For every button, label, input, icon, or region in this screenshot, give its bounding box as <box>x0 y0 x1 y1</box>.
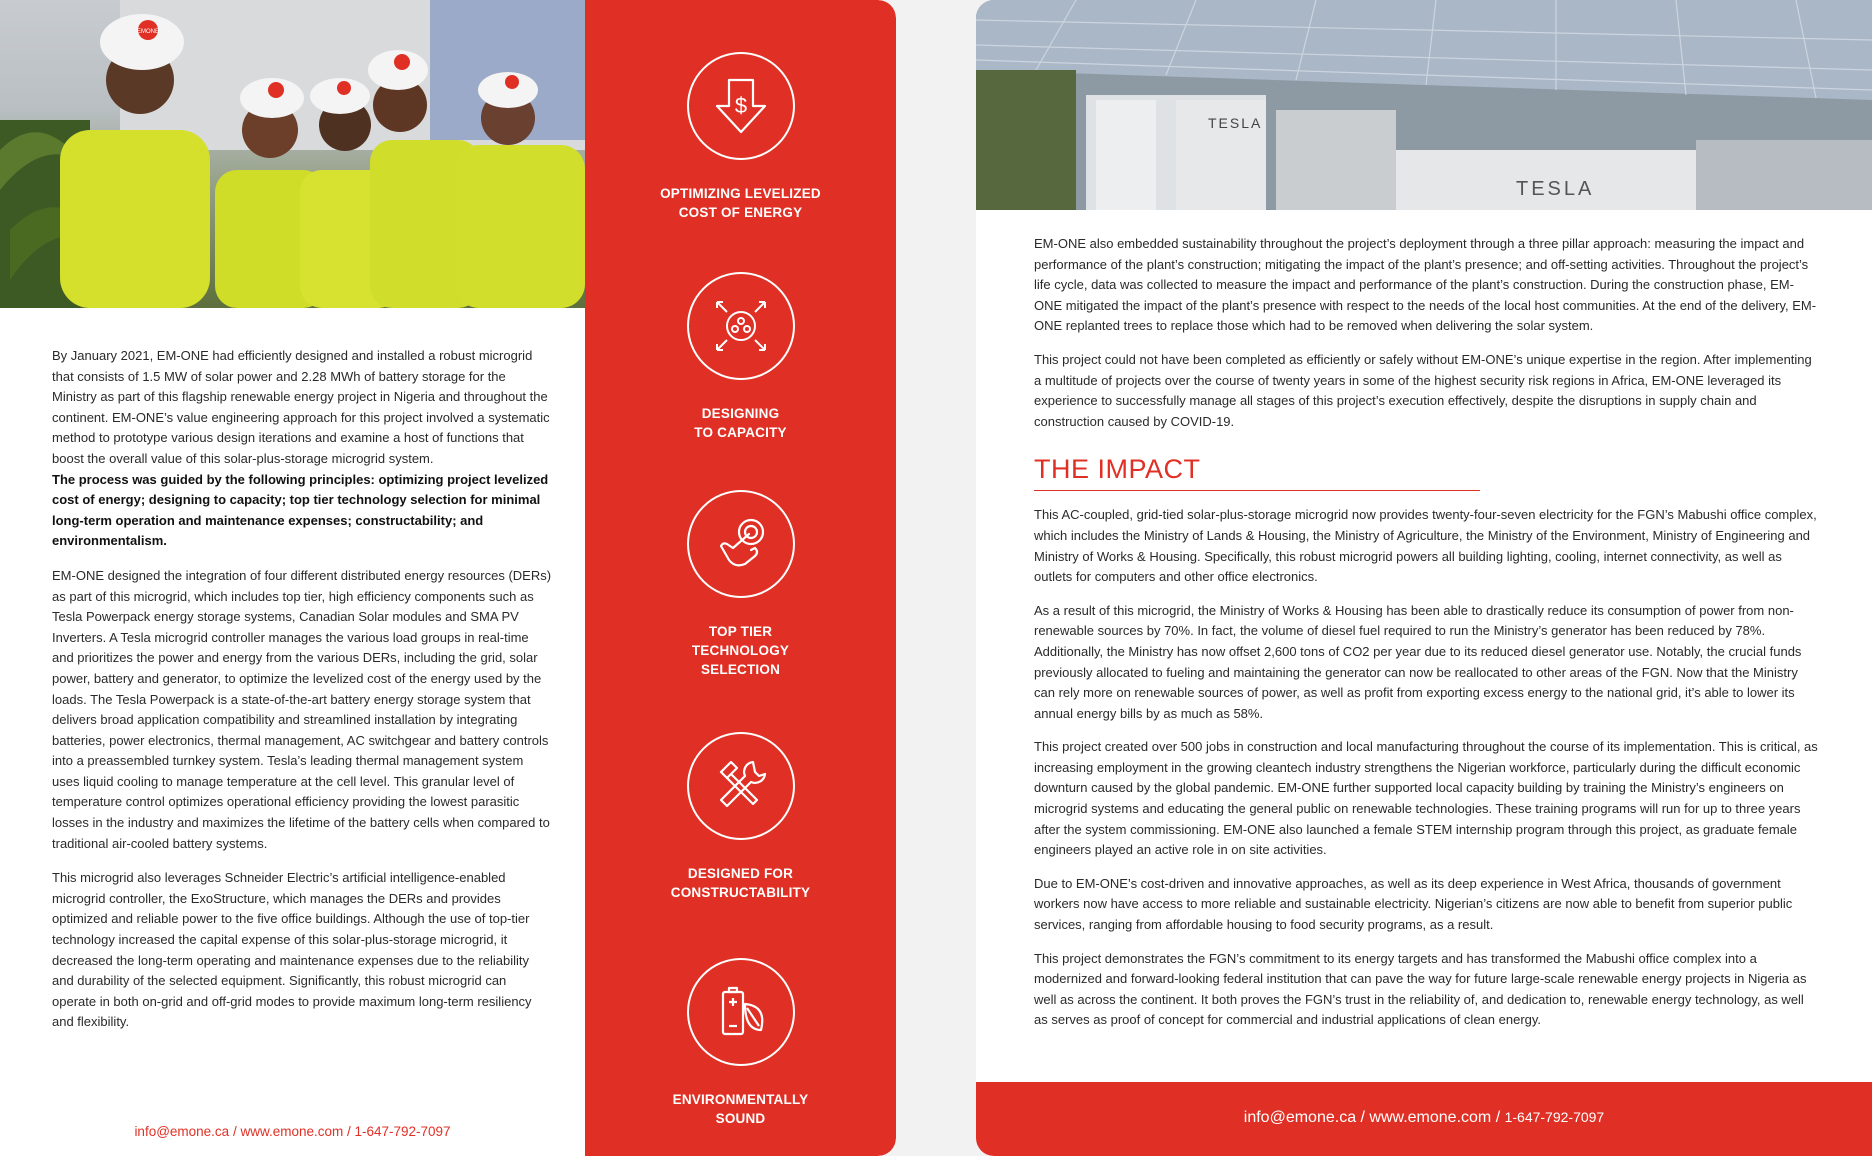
principle-label: TO CAPACITY <box>694 425 787 440</box>
hand-touch-icon <box>687 490 795 598</box>
right-body-text <box>1034 234 1818 1044</box>
principle-label: TOP TIER <box>708 624 773 639</box>
dollar-down-arrow-icon <box>687 52 795 160</box>
impact-heading: THE IMPACT <box>1034 452 1480 491</box>
right-page <box>976 0 1872 1156</box>
principles-column <box>585 0 896 1156</box>
paragraph: This AC-coupled, grid-tied solar-plus-storage microgrid now provides twenty-four-seven electricity for the FGN’s Mabushi office complex, which includes the Ministry of Lands & Housing, the Ministry of Agriculture, the Ministry of the Environment, Ministry of Engineering and Ministry of Works & Housing. Specifically, this robust microgrid powers all building lighting, cooling, internet connectivity, as well as outlets for computers and other office electronics. <box>1034 507 1817 585</box>
paragraph: This project created over 500 jobs in construction and local manufacturing throughout the course of its implementation. This is critical, as increasing employment in the growing cleantech industry strengthens the Nigerian workforce, particularly during the difficult economic downturn caused by the global pandemic. EM-ONE further supported local capacity building by training the Ministry’s engineers on microgrid systems and educating the general public on renewable technologies. These training programs will run for up to three years after the system commissioning. EM-ONE also launched a female STEM internship program through this project, as graduate female engineers played an active role in on site activities. <box>1034 739 1818 858</box>
paragraph: EM-ONE also embedded sustainability throughout the project’s deployment through a three pillar approach: measuring the impact and performance of the plant’s construction; mitigating the impact of the plant’s presence; and off-setting activities. Throughout the project’s life cycle, data was collected to measure the impact and performance of the plant’s construction. During the construction phase, EM-ONE mitigated the impact of the plant’s presence with respect to the needs of the local host communities. At the end of the delivery, EM-ONE replanted trees to replace those which had to be removed when delivering the solar system. <box>1034 236 1817 334</box>
left-footer-contact: info@emone.ca / www.emone.com / 1-647-792-7097 <box>134 1124 451 1139</box>
paragraph: This project could not have been completed as efficiently or safely without EM-ONE’s unique expertise in the region. After implementing a multitude of projects over the course of twenty years in some of the highest security risk regions in Africa, EM-ONE leveraged its experience to successfully manage all stages of this project’s execution effectively, despite the disruptions in supply chain and construction caused by COVID-19. <box>1034 351 1812 429</box>
paragraph: As a result of this microgrid, the Ministry of Works & Housing has been able to drastically reduce its consumption of power from non-renewable sources by 70%. In fact, the volume of diesel fuel required to run the Ministry’s generator has been reduced by 78%. Additionally, the Ministry has now offset 2,600 tons of CO2 per year due to its reduced diesel generator use. Notably, the crucial funds previously allocated to fueling and maintaining the generator can now be reallocated to other areas of the FGN. Now that the Ministry can rely more on renewable sources of power, as well as profit from exporting excess energy to the national grid, it’s able to lower its annual energy bills by as much as 58%. <box>1034 602 1802 721</box>
workers-illustration <box>0 0 585 308</box>
paragraph: Due to EM-ONE’s cost-driven and innovative approaches, as well as its deep experience in West Africa, thousands of government workers now have access to more reliable and sustainable electricity. Nigerian’s citizens are now able to benefit from superior public services, ranging from affordable housing to food security programs, as a result. <box>1034 875 1793 933</box>
people-expand-icon <box>687 272 795 380</box>
helmet-logo: EMONE <box>136 29 160 35</box>
workers-photo <box>0 0 585 308</box>
principle-label: OPTIMIZING LEVELIZED <box>660 186 821 201</box>
principles-paragraph: The process was guided by the following principles: optimizing project levelized cost of energy; designing to capacity; top tier technology selection for minimal long-term operation and maintenance expenses; constructability; and environmentalism. <box>52 471 549 549</box>
tesla-logo: TESLA <box>1208 115 1263 131</box>
tools-icon <box>687 732 795 840</box>
paragraph: EM-ONE designed the integration of four different distributed energy resources (DERs) as part of this microgrid, which includes top tier, high efficiency components such as Tesla Powerpack energy storage systems, Canadian Solar modules and SMA PV Inverters. A Tesla microgrid controller manages the various load groups in real-time and prioritizes the power and energy from the various DERs, including the grid, solar power, battery and generator, to optimize the levelized cost of the energy used by the loads. The Tesla Powerpack is a state-of-the-art battery energy storage system that delivers broad application compatibility and streamlined installation by integrating batteries, power electronics, thermal management, AC switchgear and battery controls into a preassembled turnkey system. Tesla’s leading thermal management system uses liquid cooling to manage temperature at the cell level. This granular level of temperature control optimizes operational efficiency providing the lowest parasitic losses in the industry and maximizes the lifetime of the battery cells when compared to traditional air-cooled battery systems. <box>52 567 552 851</box>
svg-text:$: $ <box>734 93 747 118</box>
left-page <box>0 0 896 1156</box>
paragraph: By January 2021, EM-ONE had efficiently designed and installed a robust microgrid that consists of 1.5 MW of solar power and 2.28 MWh of battery storage for the Ministry as part of this flagship renewable energy project in Nigeria and throughout the continent. EM-ONE’s value engineering approach for this project involved a systematic method to prototype various design iterations and examine a host of functions that boost the overall value of this solar-plus-storage microgrid system. <box>52 348 550 466</box>
battery-leaf-icon <box>687 958 795 1066</box>
solar-tesla-photo <box>976 0 1872 210</box>
footer-contact: info@emone.ca / www.emone.com / <box>1243 1109 1505 1126</box>
left-body-text <box>52 346 552 1047</box>
footer-phone: 1-647-792-7097 <box>1504 1109 1605 1125</box>
paragraph: This microgrid also leverages Schneider Electric’s artificial intelligence-enabled microgrid controller, the ExoStructure, which manages the DERs and provides optimized and reliable power to the five office buildings. Although the use of top-tier technology increased the capital expense of this solar-plus-storage microgrid, it decreased the long-term operating and maintenance expenses due to the reliability and durability of the selected equipment. Significantly, this robust microgrid can operate in both on-grid and off-grid modes to provide maximum long-term resiliency and flexibility. <box>52 870 532 1030</box>
principle-label: SOUND <box>715 1111 766 1126</box>
paragraph: This project demonstrates the FGN’s commitment to its energy targets and has transformed the Mabushi office complex into a modernized and forward-looking federal institution that can pave the way for future large-scale renewable energy projects in Nigeria as well as across the continent. It both proves the FGN’s trust in the reliability of, and dedication to, renewable energy technology, as well as serves as proof of concept for commercial and industrial applications of clean energy. <box>1034 950 1807 1028</box>
right-footer-bar <box>976 1082 1872 1156</box>
principle-label: TECHNOLOGY <box>691 643 790 658</box>
principle-top-tier-technology <box>585 490 896 679</box>
principle-optimizing-cost <box>585 52 896 222</box>
principle-label: DESIGNING <box>701 406 780 421</box>
solar-illustration <box>976 0 1872 210</box>
principle-label: SELECTION <box>700 662 781 677</box>
principle-label: DESIGNED FOR <box>687 866 794 881</box>
principle-label: COST OF ENERGY <box>678 205 803 220</box>
principle-environmentally-sound <box>585 958 896 1128</box>
principle-label: CONSTRUCTABILITY <box>670 885 811 900</box>
principle-constructability <box>585 732 896 902</box>
tesla-logo: TESLA <box>1516 178 1595 200</box>
principle-label: ENVIRONMENTALLY <box>672 1092 809 1107</box>
principle-designing-capacity <box>585 272 896 442</box>
